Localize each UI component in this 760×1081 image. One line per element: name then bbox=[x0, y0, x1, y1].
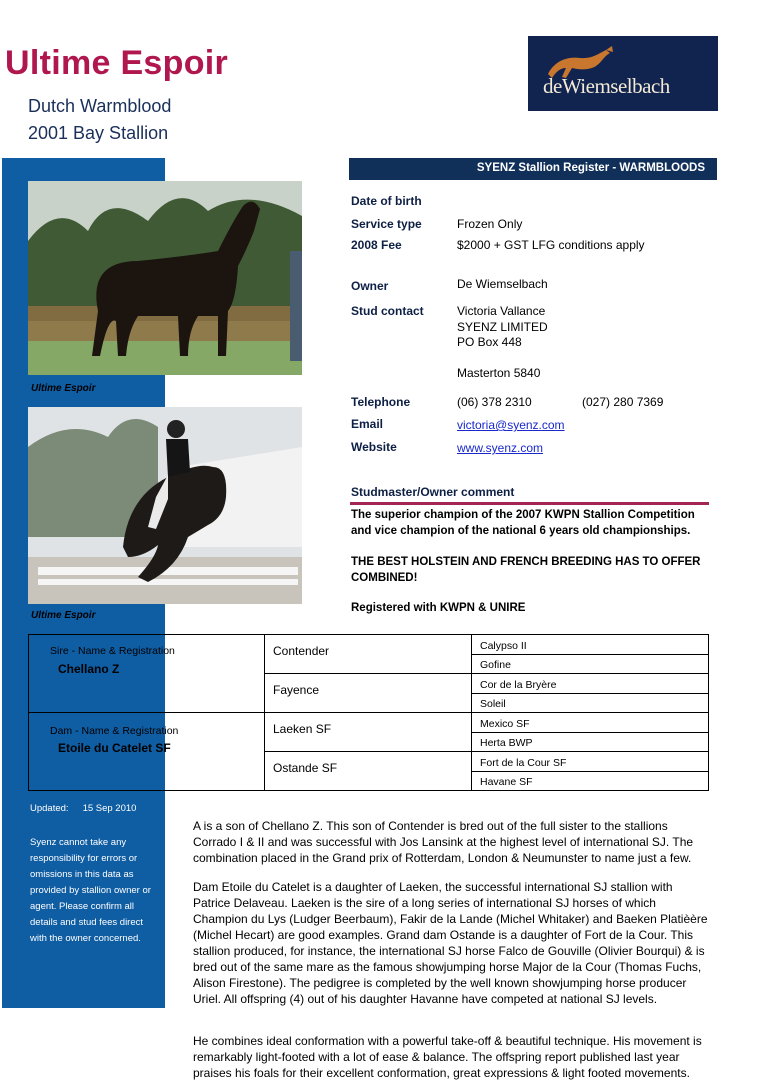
body-paragraph-3: He combines ideal conformation with a powerful take-off & beautiful technique. His movement is remarkably light-footed with a lot of ease & balance. The offspring report published last year praises his foals for their excellent conformation, great expressions & light footed movements. bbox=[193, 1034, 702, 1080]
dam-sire: Laeken SF bbox=[273, 722, 332, 736]
gen3-name: Fort de la Cour SF bbox=[480, 757, 567, 769]
pedigree-gen3-cell bbox=[471, 751, 709, 772]
pedigree-gen3-cell bbox=[471, 654, 709, 674]
pedigree-dam-cell bbox=[28, 712, 265, 791]
pedigree-gen2-cell bbox=[264, 673, 472, 713]
dam-label: Dam - Name & Registration bbox=[50, 725, 179, 737]
service-type-value: Frozen Only bbox=[457, 217, 523, 231]
stud-contact-label: Stud contact bbox=[351, 304, 424, 318]
owner-value: De Wiemselbach bbox=[457, 277, 548, 291]
owner-label: Owner bbox=[351, 279, 389, 293]
telephone-1: (06) 378 2310 bbox=[457, 395, 532, 409]
pedigree-gen3-cell bbox=[471, 771, 709, 791]
telephone-label: Telephone bbox=[351, 395, 411, 409]
dam-dam: Ostande SF bbox=[273, 761, 338, 775]
pedigree-gen3-cell bbox=[471, 673, 709, 694]
pedigree-gen2-cell bbox=[264, 634, 472, 674]
contact-name: Victoria Vallance bbox=[457, 304, 546, 318]
gen3-name: Herta BWP bbox=[480, 737, 533, 749]
updated-label: Updated: bbox=[30, 803, 69, 814]
horse-name-title: Ultime Espoir bbox=[5, 44, 229, 82]
pedigree-gen3-cell bbox=[471, 712, 709, 733]
comment-paragraph-1: The superior champion of the 2007 KWPN Stallion Competition and vice champion of the national 6 years old championships. bbox=[351, 509, 695, 537]
register-title: SYENZ Stallion Register - WARMBLOODS bbox=[476, 162, 705, 174]
stud-logo bbox=[528, 36, 718, 111]
pedigree-gen3-cell bbox=[471, 732, 709, 752]
gen3-name: Havane SF bbox=[480, 776, 533, 788]
gen3-name: Soleil bbox=[480, 698, 506, 710]
contact-po-box: PO Box 448 bbox=[457, 335, 522, 349]
pedigree-gen2-cell bbox=[264, 751, 472, 791]
updated-line bbox=[30, 803, 136, 814]
disclaimer-text: Syenz cannot take any responsibility for errors or omissions in this data as provided by stallion owner or agent. Please confirm all details and stud fees direct with the owner concerned. bbox=[30, 837, 151, 944]
sire-label: Sire - Name & Registration bbox=[50, 645, 175, 657]
gen3-name: Cor de la Bryère bbox=[480, 679, 557, 691]
logo-text: deWiemselbach bbox=[543, 74, 670, 98]
contact-company: SYENZ LIMITED bbox=[457, 320, 548, 334]
gen3-name: Mexico SF bbox=[480, 718, 530, 730]
email-link[interactable]: victoria@syenz.com bbox=[457, 418, 565, 432]
horse-standing-photo bbox=[28, 181, 302, 375]
dam-name: Etoile du Catelet SF bbox=[58, 741, 171, 755]
sire-sire: Contender bbox=[273, 644, 330, 658]
gen3-name: Gofine bbox=[480, 659, 511, 671]
updated-date: 15 Sep 2010 bbox=[82, 803, 137, 814]
pedigree-gen3-cell bbox=[471, 693, 709, 713]
breed: Dutch Warmblood bbox=[28, 96, 172, 116]
telephone-2: (027) 280 7369 bbox=[582, 395, 664, 409]
horse-jumping-photo bbox=[28, 407, 302, 604]
contact-town: Masterton 5840 bbox=[457, 366, 541, 380]
website-label: Website bbox=[351, 440, 397, 454]
comment-paragraph-3: Registered with KWPN & UNIRE bbox=[351, 602, 526, 614]
photo-caption-2: Ultime Espoir bbox=[31, 610, 96, 621]
fee-label: 2008 Fee bbox=[351, 238, 402, 252]
register-header-bar bbox=[349, 158, 717, 180]
fee-value: $2000 + GST LFG conditions apply bbox=[457, 238, 645, 252]
pedigree-gen2-cell bbox=[264, 712, 472, 752]
dob-label: Date of birth bbox=[351, 194, 422, 208]
comment-paragraph-2: THE BEST HOLSTEIN AND FRENCH BREEDING HAS TO OFFER COMBINED! bbox=[351, 556, 701, 584]
comment-heading: Studmaster/Owner comment bbox=[351, 485, 515, 499]
email-label: Email bbox=[351, 417, 384, 431]
pedigree-gen3-cell bbox=[471, 634, 709, 655]
pedigree-sire-cell bbox=[28, 634, 265, 713]
photo-caption-1: Ultime Espoir bbox=[31, 383, 96, 394]
sire-dam: Fayence bbox=[273, 683, 320, 697]
body-paragraph-2: Dam Etoile du Catelet is a daughter of Laeken, the successful international SJ stallion with Patrice Delaveau. Laeken is the sire of a long series of international SJ horses of which Champion du Lys (Ludger Beerbaum), Fakir de la Lande (Michel Whitaker) and Baeken Platièère (Michel Hecart) are good examples. Grand dam Ostande is a daughter of Fort de la Cour. This stallion produced, for instance, the international SJ horse Falco de Gouville (Olivier Bourqui) & is bred out of the same mare as the famous showjumping horse Major de la Cour (Thomas Fuchs, Alison Firestone). The pedigree is completed by the well known showjumping horse producer Uriel. All offspring (4) out of his daughter Havanne have competed at national SJ levels. bbox=[193, 880, 708, 1006]
body-paragraph-1: A is a son of Chellano Z. This son of Contender is bred out of the full sister to the stallions Corrado I & II and was successful with Jos Lansink at the highest level of international SJ. The combination placed in the Grand prix of Rotterdam, London & Neumunster to name just a few. bbox=[193, 819, 694, 865]
comment-divider bbox=[350, 502, 709, 505]
website-link[interactable]: www.syenz.com bbox=[457, 441, 544, 455]
service-type-label: Service type bbox=[351, 217, 422, 231]
horse-description: 2001 Bay Stallion bbox=[28, 123, 169, 143]
gen3-name: Calypso II bbox=[480, 640, 527, 652]
sire-name: Chellano Z bbox=[58, 662, 120, 676]
